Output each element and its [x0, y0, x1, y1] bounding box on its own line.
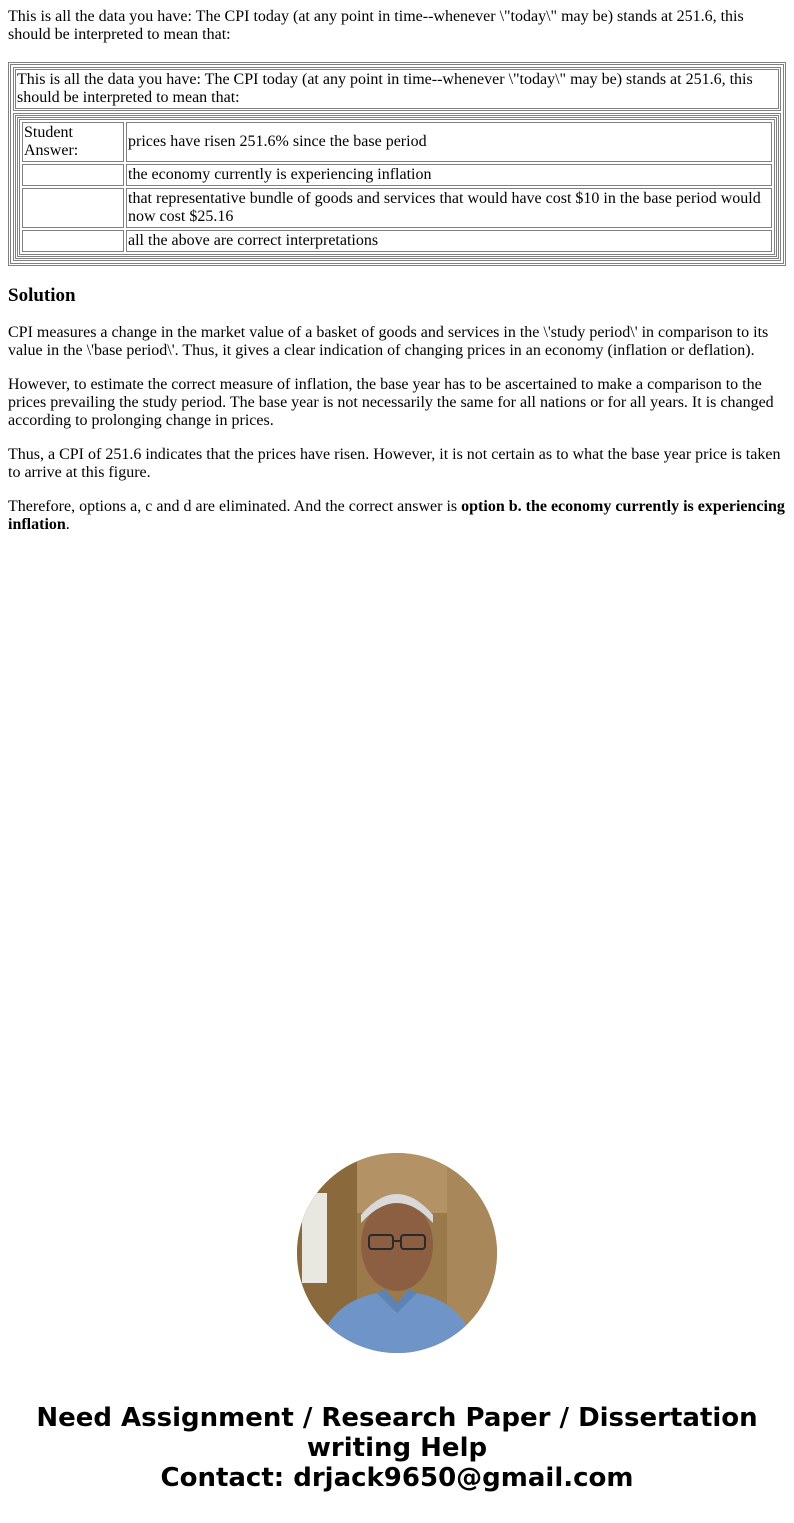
conclusion-prefix: Therefore, options a, c and d are eliminated. And the correct answer is: [8, 498, 462, 515]
solution-paragraph: CPI measures a change in the market value of a basket of goods and services in the \'study period\' in comparison to its value in the \'base period\'. Thus, it gives a clear indication of changing prices in an economy (inflation or deflation).: [8, 324, 769, 359]
promo-line: Need Assignment / Research Paper / Dissertation: [36, 1403, 758, 1433]
correct-answer: option b. the economy currently is experiencing inflation: [8, 498, 785, 533]
option-a-text: prices have risen 251.6% since the base period: [126, 122, 772, 162]
empty-label-cell: [22, 164, 124, 186]
student-answer-label: Student Answer:: [22, 122, 124, 162]
solution-conclusion: [8, 498, 786, 534]
option-row: [22, 188, 772, 228]
options-table: [17, 117, 777, 257]
promo-banner: [0, 1403, 794, 1493]
option-row: [22, 164, 772, 186]
answer-table: [8, 62, 786, 266]
solution-heading: Solution: [8, 285, 76, 306]
option-d-text: all the above are correct interpretations: [126, 230, 772, 252]
promo-contact: Contact: drjack9650@gmail.com: [160, 1463, 634, 1493]
empty-label-cell: [22, 230, 124, 252]
option-b-text: the economy currently is experiencing inflation: [126, 164, 772, 186]
option-row: [22, 122, 772, 162]
author-photo-graphic: [297, 1153, 497, 1353]
solution-paragraph: However, to estimate the correct measure of inflation, the base year has to be ascertained to make a comparison to the prices prevailing the study period. The base year is not necessarily the same for all nations or for all years. It is changed according to prolonging change in prices.: [8, 376, 774, 429]
option-row: [22, 230, 772, 252]
answer-table-body-cell: [13, 113, 781, 261]
empty-label-cell: [22, 188, 124, 228]
page-content: [0, 0, 794, 534]
answer-table-header: This is all the data you have: The CPI today (at any point in time--whenever \"today\" may be) stands at 251.6, this should be interpreted to mean that:: [13, 67, 781, 111]
author-photo: [297, 1153, 497, 1353]
question-text: This is all the data you have: The CPI today (at any point in time--whenever \"today\" may be) stands at 251.6, this should be interpreted to mean that:: [8, 8, 744, 43]
option-c-text: that representative bundle of goods and services that would have cost $10 in the base period would now cost $25.16: [126, 188, 772, 228]
solution-paragraph: Thus, a CPI of 251.6 indicates that the prices have risen. However, it is not certain as to what the base year price is taken to arrive at this figure.: [8, 446, 781, 481]
conclusion-suffix: .: [65, 516, 70, 533]
promo-line: writing Help: [306, 1433, 488, 1463]
